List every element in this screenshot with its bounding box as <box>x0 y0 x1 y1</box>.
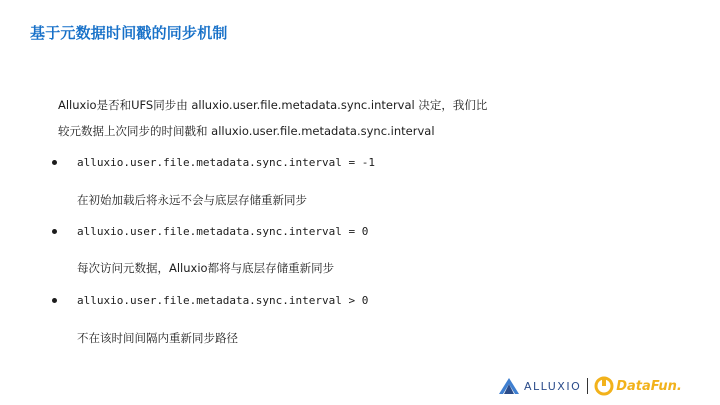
bullet-item-3 <box>52 294 368 307</box>
datafun-logo-text: DataFun. <box>616 378 682 394</box>
bullet-item-1 <box>52 156 375 169</box>
intro-line-1: Alluxio是否和UFS同步由 alluxio.user.file.metadata.sync.interval 决定，我们比 <box>58 98 488 112</box>
intro-line-2: 较元数据上次同步的时间戳和 alluxio.user.file.metadata.sync.interval <box>58 124 435 138</box>
datafun-mark-icon <box>594 376 614 396</box>
bullet-description-1: 在初始加载后将永远不会与底层存储重新同步 <box>77 193 307 207</box>
intro-paragraph <box>58 92 658 144</box>
bullet-dot-icon <box>52 298 57 303</box>
bullet-dot-icon <box>52 229 57 234</box>
logo-divider <box>587 378 588 394</box>
bullet-item-2 <box>52 225 368 238</box>
slide-title: 基于元数据时间戳的同步机制 <box>30 24 228 42</box>
bullet-code-3: alluxio.user.file.metadata.sync.interval > 0 <box>77 294 369 307</box>
alluxio-mark-icon <box>498 377 520 395</box>
bullet-code-2: alluxio.user.file.metadata.sync.interval = 0 <box>77 225 369 238</box>
alluxio-logo <box>498 377 581 395</box>
bullet-dot-icon <box>52 160 57 165</box>
alluxio-logo-text: ALLUXIO <box>524 379 582 393</box>
bullet-code-1: alluxio.user.file.metadata.sync.interval = -1 <box>77 156 376 169</box>
datafun-logo <box>594 376 682 396</box>
bullet-description-2: 每次访问元数据，Alluxio都将与底层存储重新同步 <box>77 261 335 275</box>
bullet-description-3: 不在该时间间隔内重新同步路径 <box>77 331 238 345</box>
footer-logos <box>498 368 720 404</box>
